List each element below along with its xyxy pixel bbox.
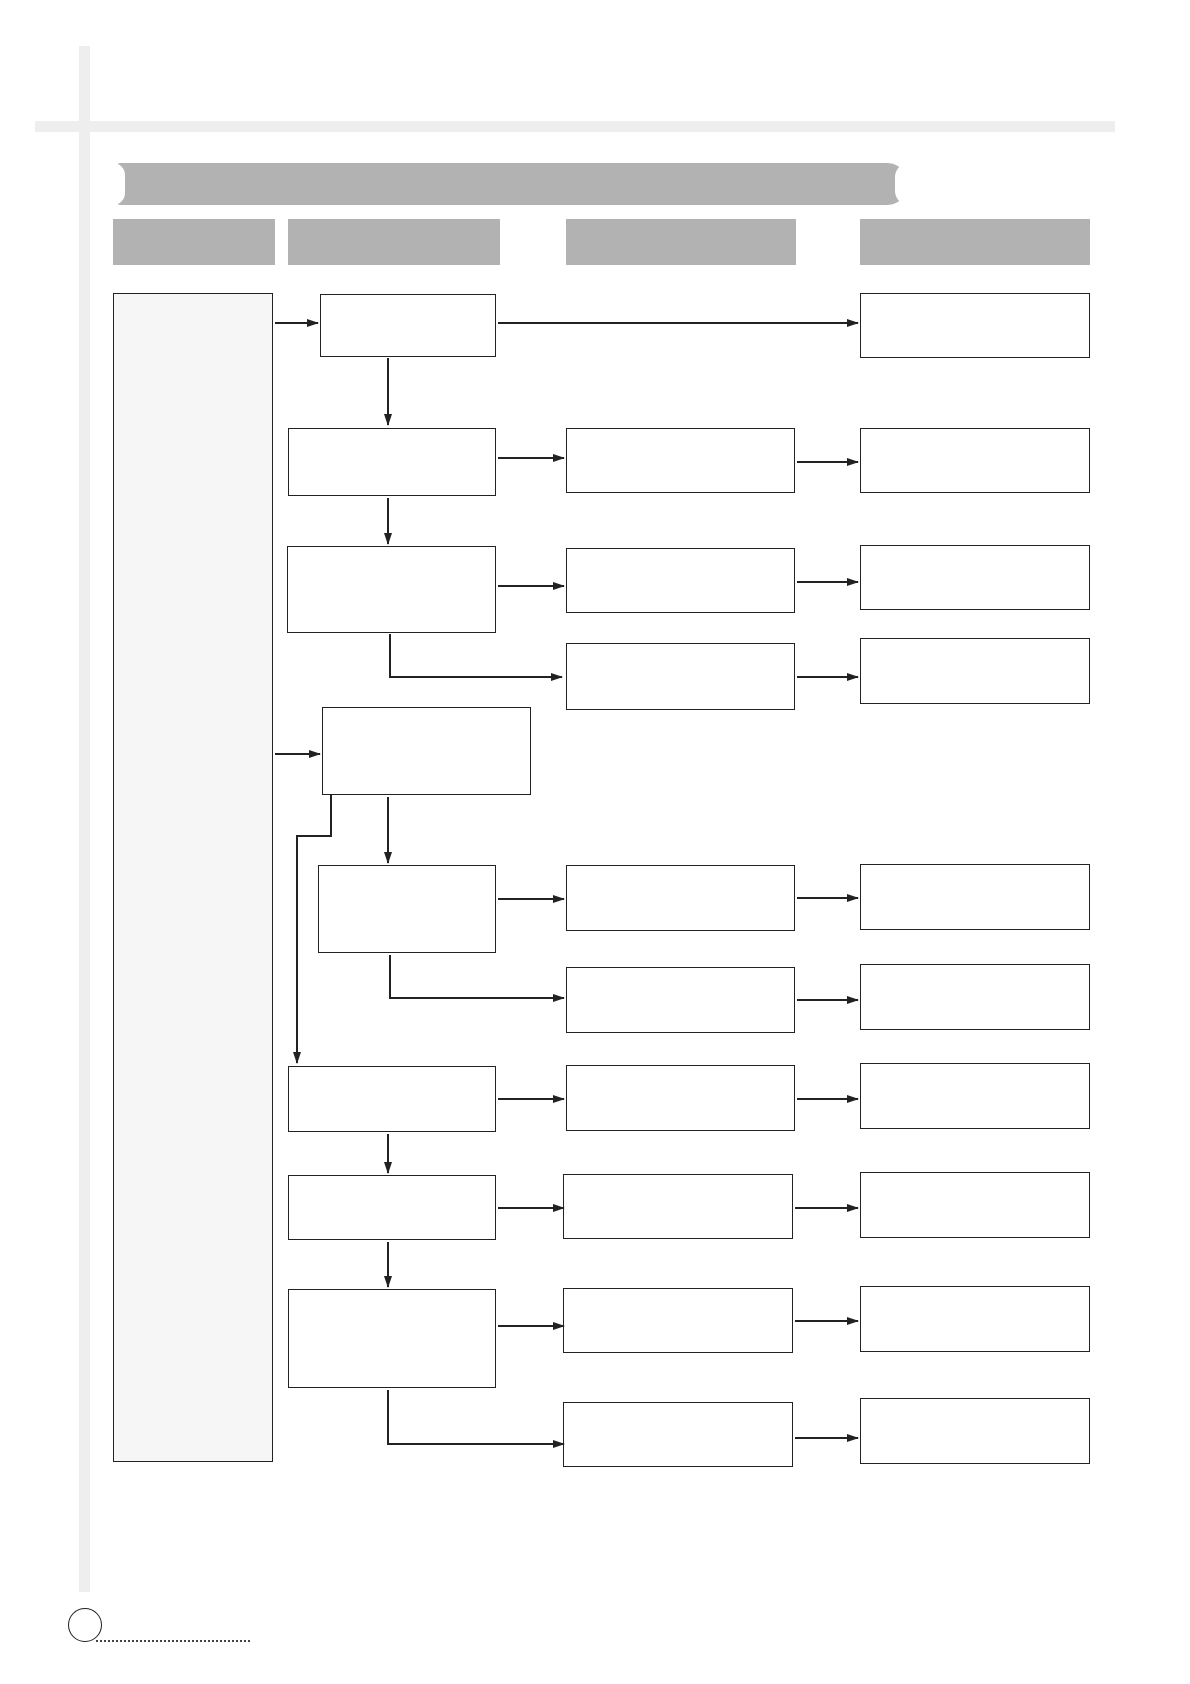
arrow bbox=[390, 955, 564, 998]
arrow bbox=[390, 634, 562, 677]
footer-dotted-rule bbox=[96, 1640, 250, 1642]
arrow bbox=[297, 795, 331, 1063]
arrow bbox=[388, 1390, 564, 1444]
page-number-circle bbox=[68, 1608, 102, 1642]
